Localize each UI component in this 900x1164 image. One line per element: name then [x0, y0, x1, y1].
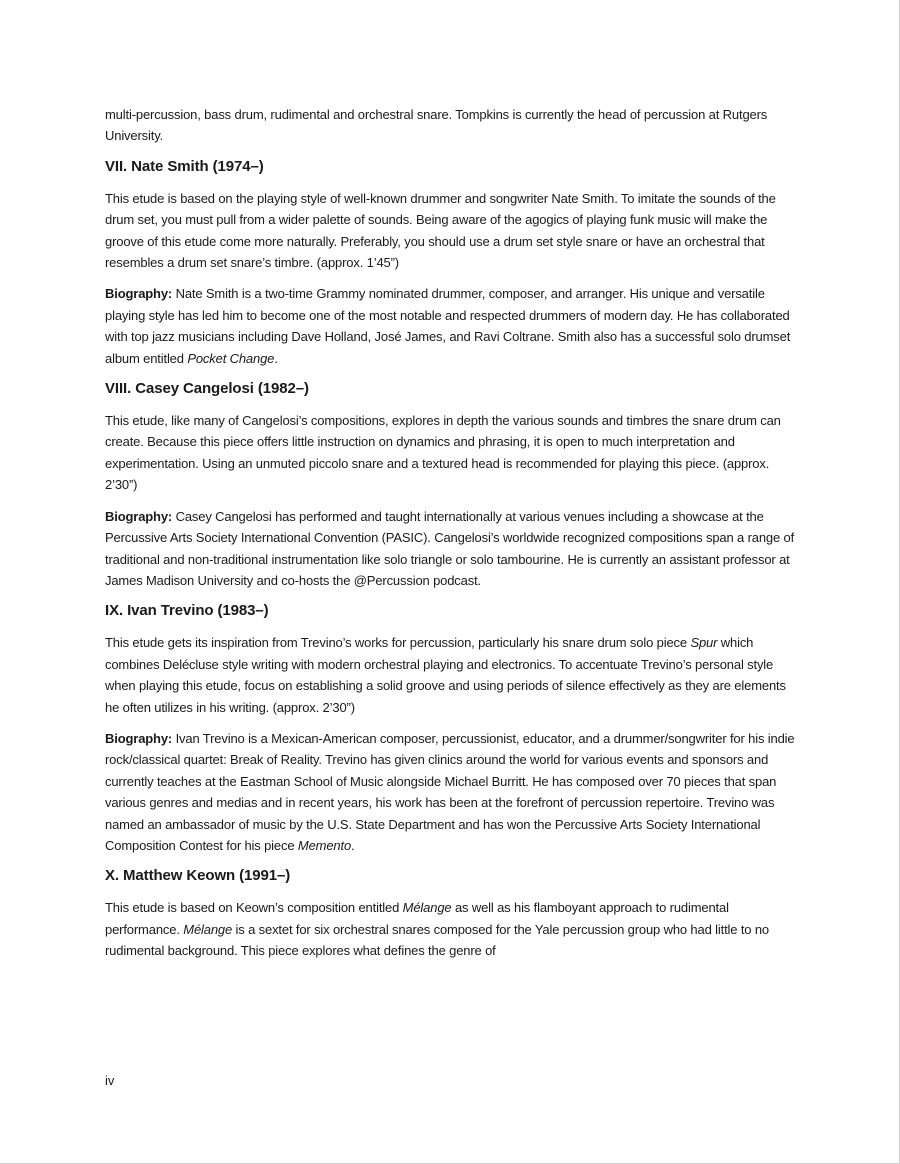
etude-description-casey-cangelosi: This etude, like many of Cangelosi’s compositions, explores in depth the various sounds and timbres the snare drum can create. Because this piece offers little instruction on dynamics and phrasing, it is open to much interpretation and experimentation. Using an unmuted piccolo snare and a textured head is recommended for playing this piece. (approx. 2’30”)	[105, 413, 781, 493]
section-heading-casey-cangelosi: VIII. Casey Cangelosi (1982–)	[105, 380, 309, 398]
etude-text: This etude gets its inspiration from Trevino’s works for percussion, particularly his snare drum solo piece	[105, 635, 691, 651]
etude-text: as well as his flamboyant approach to rudimental performance.	[105, 900, 729, 937]
biography-label: Biography:	[105, 730, 173, 746]
etude-text: This etude is based on Keown’s composition entitled	[105, 900, 403, 916]
page-number: iv	[105, 1073, 115, 1088]
biography-text: Ivan Trevino is a Mexican-American composer, percussionist, educator, and a drummer/songwriter for his indie rock/classical quartet: Break of Reality. Trevino has given clinics around the world for various events and sponsors and currently teaches at the Eastman School of Music alongside Michael Burritt. He has composed over 70 pieces that span various genres and medias and in recent years, his work has been at the forefront of percussion repertoire. Trevino was named an ambassador of music by the U.S. State Department and has won the Percussive Arts Society International Composition Contest for his piece	[105, 730, 795, 853]
biography-text: Nate Smith is a two-time Grammy nominated drummer, composer, and arranger. His unique and versatile playing style has led him to become one of the most notable and respected drummers of modern day. He has collaborated with top jazz musicians including Dave Holland, José James, and Ravi Coltrane. Smith also has a successful solo drumset album entitled	[105, 286, 791, 366]
biography-nate-smith	[105, 283, 795, 369]
piece-title: Spur	[690, 635, 718, 651]
biography-label: Biography:	[105, 508, 173, 524]
intro-paragraph: multi-percussion, bass drum, rudimental and orchestral snare. Tompkins is currently the head of percussion at Rutgers University.	[105, 107, 768, 144]
biography-text: Casey Cangelosi has performed and taught internationally at various venues including a showcase at the Percussive Arts Society International Convention (PASIC). Cangelosi’s worldwide recognized compositions span a range of traditional and non-traditional instrumentation like solo triangle or solo tambourine. He is currently an assistant professor at James Madison University and co-hosts the @Percussion podcast.	[105, 508, 795, 588]
piece-title: Memento	[297, 837, 352, 853]
etude-text: which combines Delécluse style writing with modern orchestral playing and electronics. To accentuate Trevino’s personal style when playing this etude, focus on establishing a solid groove and using periods of silence effectively as they are elements he often utilizes in his writing. (approx. 2’30”)	[105, 635, 786, 715]
etude-description-ivan-trevino	[105, 632, 795, 718]
section-heading-matthew-keown: X. Matthew Keown (1991–)	[105, 867, 291, 885]
biography-label: Biography:	[105, 286, 173, 302]
piece-title: Mélange	[402, 900, 452, 916]
biography-end: .	[351, 837, 355, 853]
piece-title: Mélange	[183, 921, 233, 937]
etude-description-nate-smith: This etude is based on the playing style of well-known drummer and songwriter Nate Smith. To imitate the sounds of the drum set, you must pull from a wider palette of sounds. Being aware of the agogics of playing funk music will make the groove of this etude come more naturally. Preferably, you should use a drum set style snare or have an orchestral that resembles a drum set snare’s timbre. (approx. 1’45”)	[105, 190, 776, 271]
etude-text: is a sextet for six orchestral snares composed for the Yale percussion group who had little to no rudimental background. This piece explores what defines the genre of	[105, 921, 769, 959]
section-heading-ivan-trevino: IX. Ivan Trevino (1983–)	[105, 602, 269, 620]
page-content	[105, 104, 795, 972]
biography-end: .	[274, 350, 278, 366]
biography-casey-cangelosi	[105, 506, 795, 592]
biography-ivan-trevino	[105, 728, 795, 856]
album-title: Pocket Change	[187, 350, 275, 366]
etude-description-matthew-keown	[105, 897, 795, 961]
section-heading-nate-smith: VII. Nate Smith (1974–)	[105, 157, 264, 175]
